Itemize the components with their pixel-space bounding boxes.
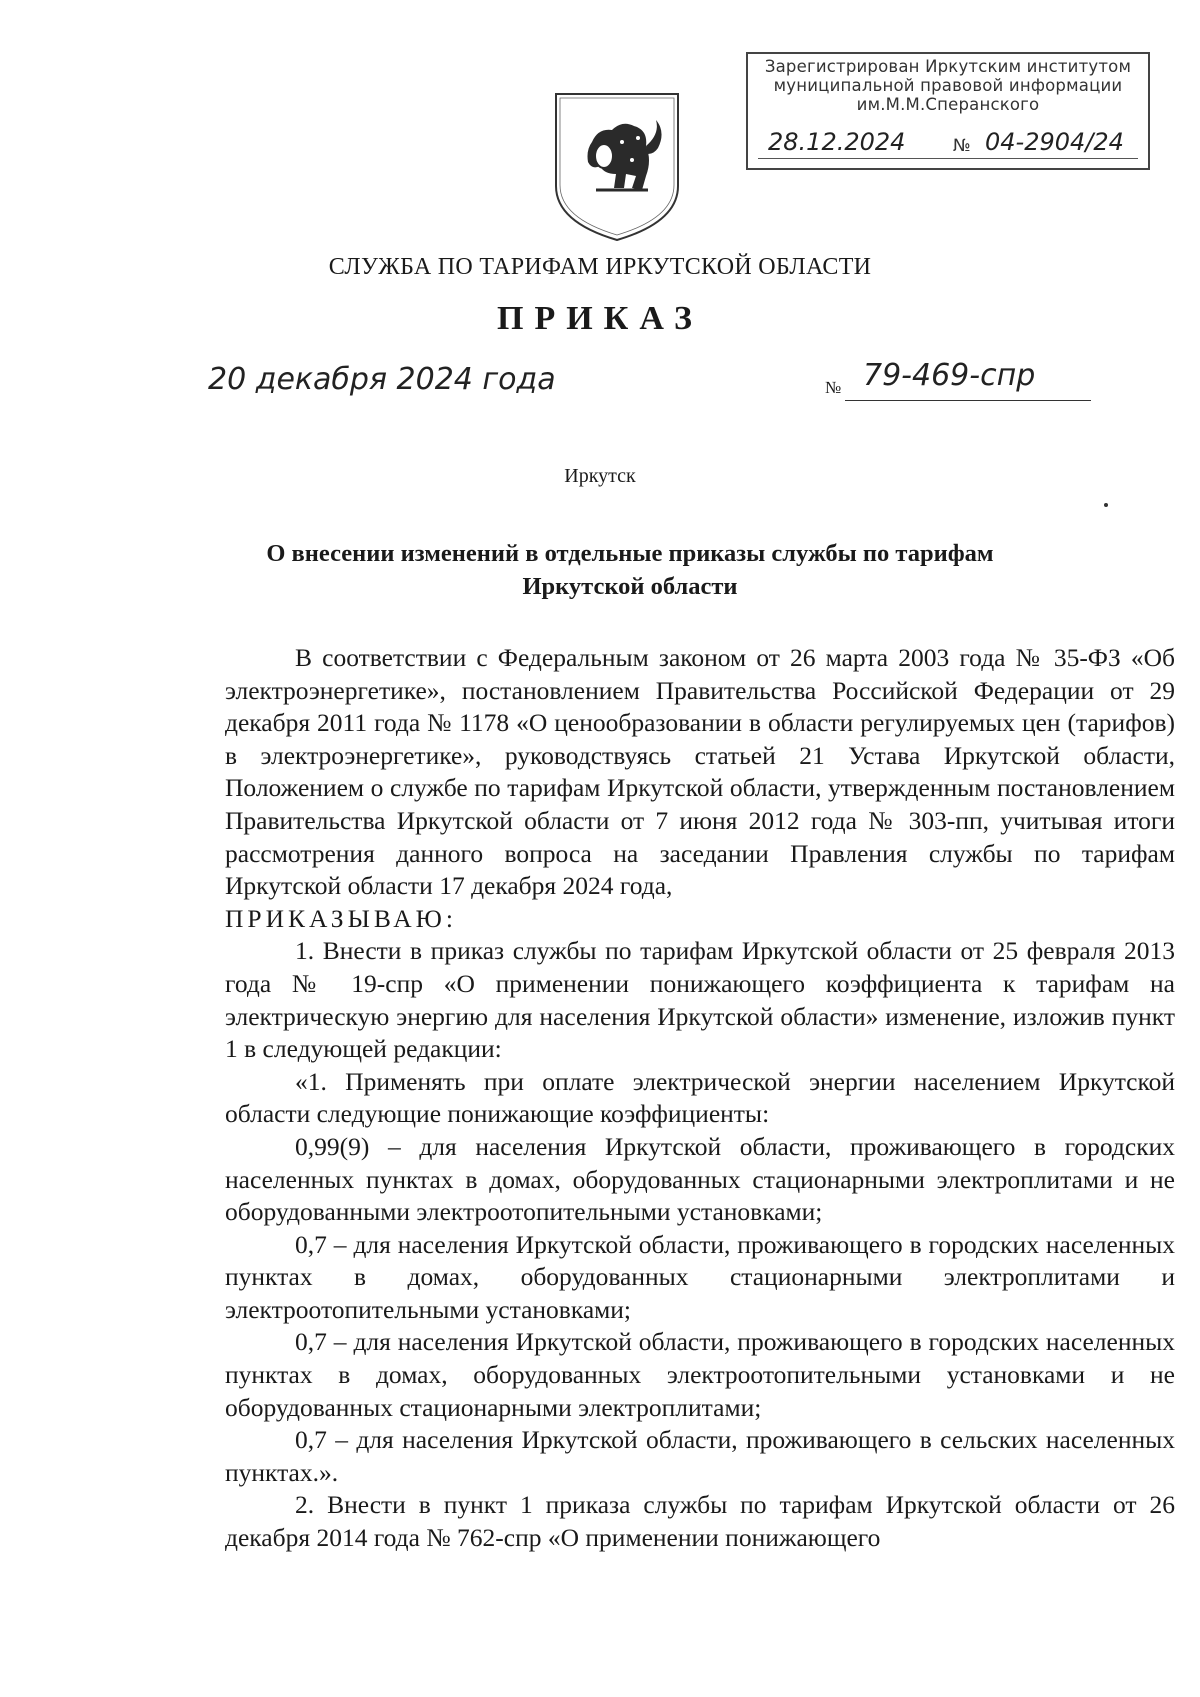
- subject-line-1: О внесении изменений в отдельные приказы службы по тарифам: [266, 540, 994, 567]
- order-date: 20 декабря 2024 года: [208, 362, 556, 397]
- stamp-registration-row: [758, 128, 1138, 162]
- stamp-number: 04-2904/24: [985, 128, 1124, 156]
- stamp-line-2: муниципальной правовой информации: [773, 76, 1123, 95]
- registration-stamp: [746, 52, 1150, 170]
- agency-name: СЛУЖБА ПО ТАРИФАМ ИРКУТСКОЙ ОБЛАСТИ: [328, 254, 872, 280]
- city-name: Иркутск: [564, 465, 636, 487]
- preamble-paragraph: В соответствии с Федеральным законом от 26 марта 2003 года № 35-ФЗ «Об электроэнергетике», постановлением Правительства Российской Федерации от 29 декабря 2011 года № 1178 «О ценообразовании в области регулируемых цен (тарифов) в электроэнергетике», руководствуясь статьей 21 Устава Иркутской области, Положением о службе по тарифам Иркутской области, утвержденным постановлением Правительства Иркутской области от 7 июня 2012 года № 303-пп, учитывая итоги рассмотрения данного вопроса на заседании Правления службы по тарифам Иркутской области 17 декабря 2024 года,: [225, 643, 1175, 901]
- stamp-line-3: им.М.М.Сперанского: [856, 95, 1040, 114]
- quote-paragraph: «1. Применять при оплате электрической энергии населением Иркутской области следующие понижающие коэффициенты:: [225, 1066, 1175, 1129]
- subject-line-2: Иркутской области: [522, 573, 738, 600]
- item-1-paragraph: 1. Внести в приказ службы по тарифам Иркутской области от 25 февраля 2013 года № 19-спр «О применении понижающего коэффициента к тарифам на электрическую энергию для населения Иркутской области» изменение, изложив пункт 1 в следующей редакции:: [225, 936, 1175, 1064]
- coat-of-arms-emblem: [552, 90, 682, 242]
- stamp-date: 28.12.2024: [768, 128, 906, 156]
- order-subject: [200, 537, 1060, 603]
- stamp-underline: [758, 158, 1138, 159]
- coefficient-4-paragraph: 0,7 – для населения Иркутской области, проживающего в сельских населенных пунктах.».: [225, 1425, 1175, 1487]
- order-number-sign: №: [825, 378, 842, 397]
- stamp-number-sign: №: [953, 136, 971, 156]
- stray-dot: [1104, 503, 1108, 507]
- coefficient-2-paragraph: 0,7 – для населения Иркутской области, проживающего в городских населенных пунктах в домах, оборудованных стационарными электроплитами и электроотопительными установками;: [225, 1229, 1175, 1324]
- order-number-underline: [845, 400, 1091, 401]
- order-word: ПРИКАЗЫВАЮ:: [225, 903, 457, 933]
- item-2-paragraph: 2. Внести в пункт 1 приказа службы по тарифам Иркутской области от 26 декабря 2014 года № 762-спр «О применении понижающего: [225, 1490, 1175, 1553]
- stamp-line-1: Зарегистрирован Иркутским институтом: [764, 57, 1132, 76]
- coefficient-3-paragraph: 0,7 – для населения Иркутской области, проживающего в городских населенных пунктах в домах, оборудованных электроотопительными установками и не оборудованных стационарными электроплитами;: [225, 1327, 1175, 1422]
- document-type-title: ПРИКАЗ: [497, 300, 703, 337]
- document-body: [225, 642, 1175, 1555]
- order-number: 79-469-спр: [863, 358, 1036, 393]
- coefficient-1-paragraph: 0,99(9) – для населения Иркутской области, проживающего в городских населенных пунктах в домах, оборудованных стационарными электроплитами и не оборудованными электроотопительными установками;: [225, 1131, 1175, 1227]
